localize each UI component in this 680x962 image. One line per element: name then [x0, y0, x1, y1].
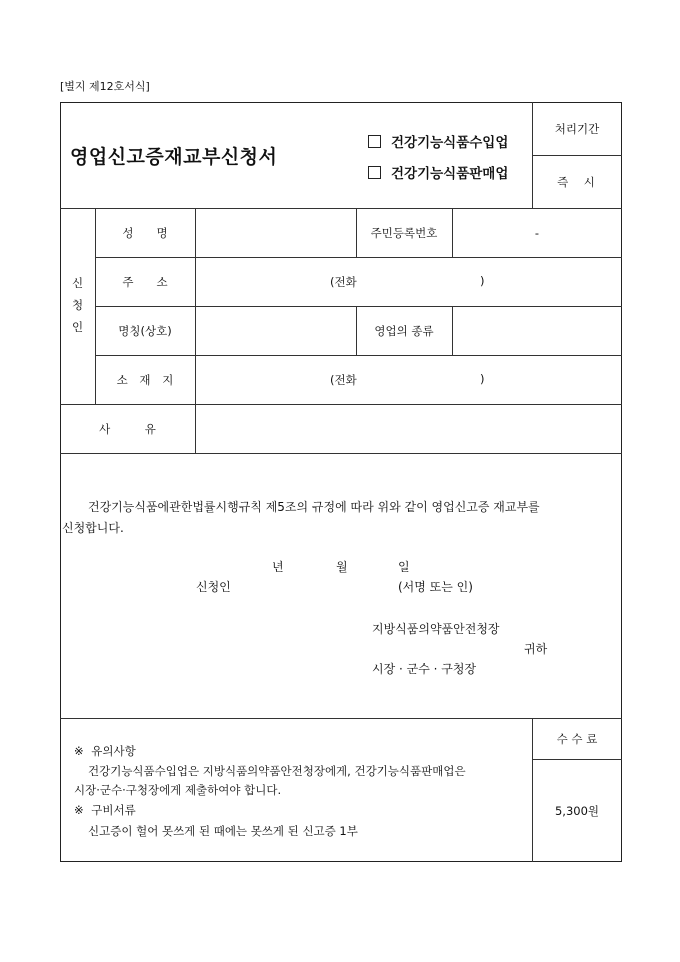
rrn-input[interactable]: -: [534, 225, 540, 240]
location-phone-close: ): [480, 372, 485, 386]
docs-line: 신고증이 헐어 못쓰게 된 때에는 못쓰게 된 신고증 1부: [88, 824, 358, 838]
section-char: 청: [71, 298, 84, 312]
sales-checkbox[interactable]: [368, 166, 381, 179]
import-checkbox[interactable]: [368, 135, 381, 148]
address-input[interactable]: [196, 258, 621, 305]
statement-line1: 건강기능식품에관한법률시행규칙 제5조의 규정에 따라 위와 같이 영업신고증 재교부를: [88, 500, 540, 514]
applicant-section-label: [60, 272, 95, 338]
date-day: 일: [398, 560, 410, 574]
notes-line1: 건강기능식품수입업은 지방식품의약품안전청장에게, 건강기능식품판매업은: [88, 764, 466, 778]
statement-line2: 신청합니다.: [62, 521, 124, 535]
section-char: 인: [71, 320, 84, 334]
authority-1: 지방식품의약품안전청장: [372, 622, 500, 636]
notes-line2: 시장·군수·구청장에게 제출하여야 합니다.: [74, 783, 282, 797]
location-input[interactable]: [196, 356, 621, 403]
docs-heading: 구비서류: [91, 803, 136, 817]
business-type-input[interactable]: [453, 307, 621, 354]
reference-mark-icon: ※: [74, 803, 84, 817]
fee-header: 수 수 료: [556, 731, 598, 746]
option-import[interactable]: [368, 131, 508, 151]
option-sales[interactable]: [368, 162, 508, 182]
date-month: 월: [336, 560, 348, 574]
business-type-label: 영업의 종류: [374, 323, 434, 338]
authority-2: 시장 · 군수 · 구청장: [372, 662, 477, 676]
trade-name-input[interactable]: [196, 307, 355, 354]
form-title: 영업신고증재교부신청서: [70, 146, 278, 168]
location-label: 소 재 지: [116, 372, 174, 387]
trade-name-label: 명칭(상호): [118, 323, 172, 338]
notes-heading-row: [74, 742, 136, 760]
processing-value: 즉 시: [557, 174, 597, 189]
rrn-label: 주민등록번호: [370, 225, 438, 240]
processing-header: 처리기간: [554, 121, 600, 136]
location-phone-label: (전화: [330, 373, 357, 387]
address-phone-close: ): [480, 274, 485, 288]
reason-input[interactable]: [196, 405, 621, 452]
import-label: 건강기능식품수입업: [391, 135, 509, 151]
docs-heading-row: [74, 801, 136, 819]
sales-label: 건강기능식품판매업: [391, 166, 509, 182]
applicant-sign-label: 신청인: [196, 580, 231, 594]
honorific: 귀하: [524, 642, 548, 656]
notes-heading: 유의사항: [91, 744, 136, 758]
reference-mark-icon: ※: [74, 744, 84, 758]
address-phone-label: (전화: [330, 275, 357, 289]
name-label: 성 명: [122, 225, 168, 240]
address-label: 주 소: [122, 274, 168, 289]
reason-label: 사 유: [99, 421, 156, 436]
date-year: 년: [272, 560, 284, 574]
sign-note: (서명 또는 인): [398, 580, 473, 594]
form-label: [별지 제12호서식]: [60, 80, 150, 93]
section-char: 신: [71, 276, 84, 290]
name-input[interactable]: [196, 209, 355, 256]
divider: [60, 453, 622, 454]
fee-value: 5,300원: [554, 803, 600, 818]
